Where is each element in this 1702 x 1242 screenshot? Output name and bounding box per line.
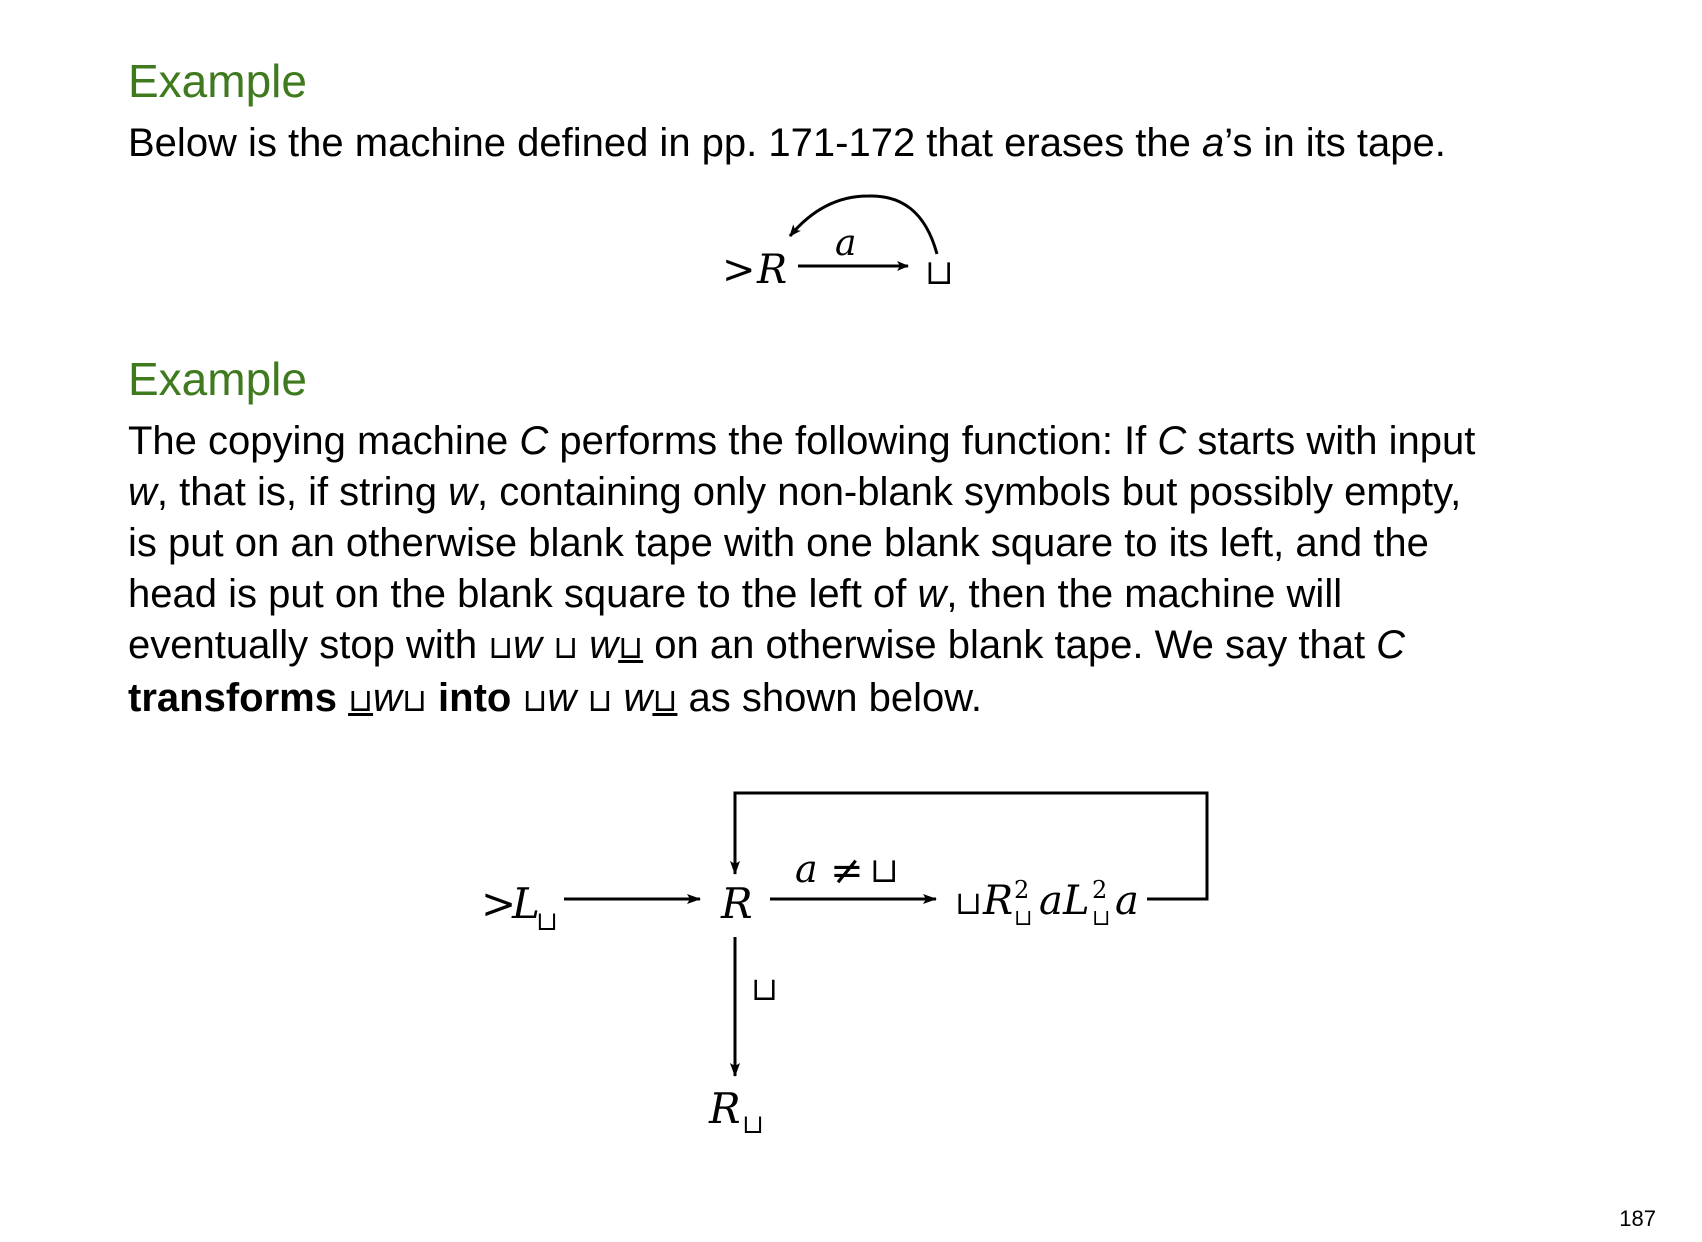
copy-l-sub: ⊔ — [1092, 906, 1111, 931]
copy-blank-prefix: ⊔ — [955, 884, 982, 922]
start-marker: > — [722, 247, 756, 293]
neq-sign: ≠ — [830, 848, 864, 894]
copy-a-2: a — [1115, 878, 1139, 924]
copy-l-exp: 2 — [1092, 876, 1108, 904]
copy-r-exp: 2 — [1014, 876, 1030, 904]
edge-label-a: a — [835, 223, 857, 264]
page-number: 187 — [1619, 1206, 1656, 1231]
state-r-blank: R — [709, 1084, 741, 1133]
copy-l: L — [1063, 878, 1090, 924]
copy-r-sub: ⊔ — [1014, 906, 1033, 931]
down-edge-blank: ⊔ — [751, 970, 778, 1008]
r-subscript-blank: ⊔ — [742, 1110, 764, 1140]
start-marker-2: > — [481, 879, 517, 928]
blank-state: ⊔ — [925, 253, 954, 293]
example-heading-1: Example — [128, 55, 307, 107]
l-subscript-blank: ⊔ — [536, 907, 558, 937]
copy-r: R — [983, 878, 1014, 924]
example-2-text: The copying machine C performs the following function: If C starts with input w, that is, if string w, containing only non-blank symbols but possibly empty, is put on an otherwise blank tape with one blank square to its left, and the head is put on the blank square to the left of w, then the machine will eventually stop with ⊔w ⊔ w⊔ on an otherwise blank tape. We say that C transforms ⊔w⊔ into ⊔w ⊔ w⊔ as shown below. — [128, 419, 1476, 720]
example-heading-2: Example — [128, 353, 307, 405]
copy-a: a — [1039, 878, 1063, 924]
state-l-blank: L — [512, 879, 540, 928]
state-r-center: R — [721, 879, 753, 928]
cond-blank: ⊔ — [870, 851, 899, 891]
cond-a: a — [795, 847, 818, 891]
state-r: R — [757, 247, 788, 293]
example-1-text: Below is the machine defined in pp. 171-172 that erases the a’s in its tape. — [128, 121, 1446, 165]
